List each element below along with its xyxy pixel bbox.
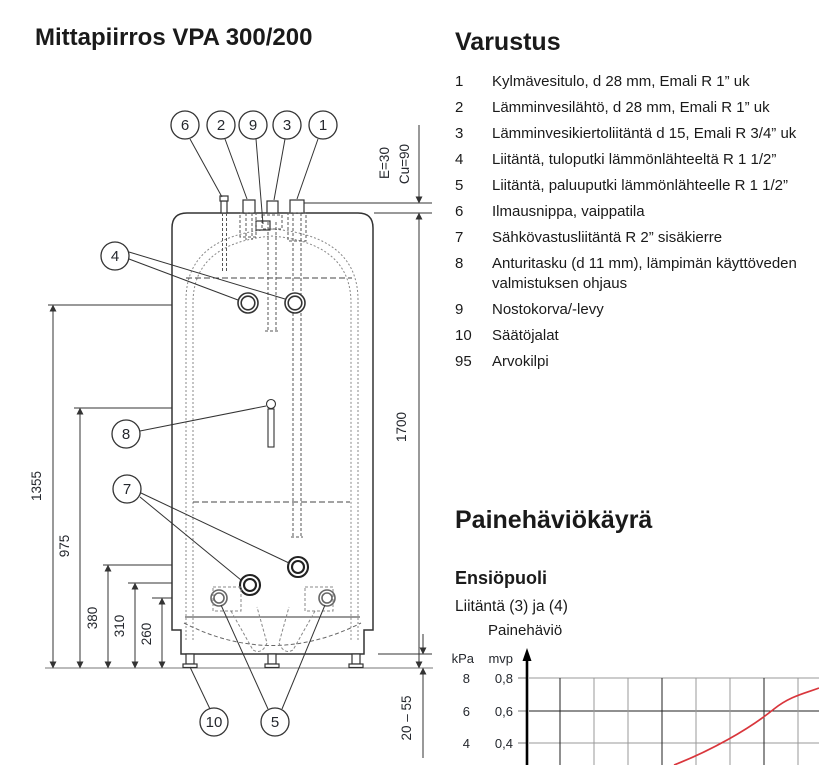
list-item — [455, 254, 817, 294]
item-text: Kylmävesitulo, d 28 mm, Emali R 1” uk — [492, 73, 750, 90]
nozzle-1 — [290, 200, 304, 213]
chart-y-axis — [523, 648, 532, 765]
item-number: 6 — [455, 202, 464, 220]
callout-9: 9 — [248, 117, 258, 134]
page-title: Mittapiirros VPA 300/200 — [35, 24, 313, 51]
item-text: Liitäntä, tuloputki lämmönlähteeltä R 1 1/2” — [492, 150, 777, 168]
item-number: 1 — [455, 73, 464, 90]
dim-label-1700: 1700 — [394, 411, 409, 443]
callout-3: 3 — [282, 117, 292, 134]
dimension-lines-right — [419, 125, 423, 758]
nozzle-2 — [243, 200, 255, 213]
adjustable-feet — [183, 654, 363, 668]
dim-label-260: 260 — [139, 622, 154, 646]
item-number: 4 — [455, 150, 464, 168]
dim-label-380: 380 — [85, 606, 100, 630]
varustus-heading: Varustus — [455, 28, 561, 56]
item-number: 3 — [455, 124, 464, 142]
nozzle-3 — [267, 201, 278, 213]
list-item — [455, 176, 817, 196]
pressure-section-heading: Painehäviökäyrä — [455, 506, 653, 534]
dim-label-1355: 1355 — [29, 470, 44, 502]
callout-2: 2 — [216, 117, 226, 134]
item-number: 10 — [455, 326, 472, 344]
tick-kpa-4: 4 — [462, 736, 470, 751]
dim-label-975: 975 — [57, 534, 72, 558]
item-text: Ilmausnippa, vaippatila — [492, 202, 645, 220]
callout-4: 4 — [110, 248, 120, 265]
unit-left-label: kPa — [451, 651, 474, 666]
list-item — [455, 72, 817, 92]
callout-6: 6 — [180, 117, 190, 134]
item-text: Säätöjalat — [492, 326, 559, 344]
callout-8: 8 — [121, 426, 131, 443]
callout-7: 7 — [122, 481, 132, 498]
tick-kpa-8: 8 — [462, 671, 470, 686]
list-item — [455, 98, 817, 118]
item-text: Sähkövastusliitäntä R 2” sisäkierre — [492, 228, 723, 246]
nozzle-6-cap — [220, 196, 228, 201]
dim-label-e30: E=30 — [377, 147, 392, 179]
item-number: 8 — [455, 254, 464, 272]
nozzle-6-air-nipple — [221, 201, 227, 213]
item-number: 95 — [455, 352, 472, 370]
pressure-drop-chart — [445, 640, 819, 765]
item-text: Lämminvesilähtö, d 28 mm, Emali R 1” uk — [492, 98, 770, 116]
unit-right-label: mvp — [488, 651, 513, 666]
chart-axis-title: Painehäviö — [488, 622, 563, 639]
varustus-list — [455, 72, 817, 378]
dim-label-310: 310 — [112, 614, 127, 638]
tick-mvp-06: 0,6 — [494, 704, 513, 719]
chart-grid — [518, 678, 819, 765]
item-text: Anturitasku (d 11 mm), lämpimän käyttöveden valmistuksen ohjaus — [492, 254, 797, 292]
connection-note: Liitäntä (3) ja (4) — [455, 598, 568, 615]
item-number: 2 — [455, 98, 464, 116]
list-item — [455, 124, 817, 144]
item-text: Liitäntä, paluuputki lämmönlähteelle R 1 1/2” — [492, 176, 789, 194]
pressure-subheading: Ensiöpuoli — [455, 568, 547, 588]
dimension-lines-left — [53, 305, 162, 668]
item-text: Arvokilpi — [492, 352, 549, 370]
callout-5: 5 — [270, 714, 280, 731]
list-item — [455, 228, 817, 248]
list-item — [455, 326, 817, 346]
item-number: 5 — [455, 176, 464, 194]
callout-10: 10 — [205, 714, 223, 731]
dimension-drawing — [25, 90, 445, 765]
list-item — [455, 352, 817, 372]
tick-kpa-6: 6 — [462, 704, 470, 719]
item-text: Lämminvesikiertoliitäntä d 15, Emali R 3/4” uk — [492, 124, 797, 142]
list-item — [455, 300, 817, 320]
sensor-pocket-8 — [267, 400, 276, 448]
item-text: Nostokorva/-levy — [492, 300, 604, 318]
tick-mvp-08: 0,8 — [494, 671, 513, 686]
item-number: 7 — [455, 228, 464, 246]
dim-label-cu90: Cu=90 — [397, 143, 412, 185]
list-item — [455, 202, 817, 222]
list-item — [455, 150, 817, 170]
item-number: 9 — [455, 300, 464, 318]
callout-1: 1 — [318, 117, 328, 134]
dim-label-feet: 20 – 55 — [399, 695, 414, 741]
tick-mvp-04: 0,4 — [494, 736, 513, 751]
